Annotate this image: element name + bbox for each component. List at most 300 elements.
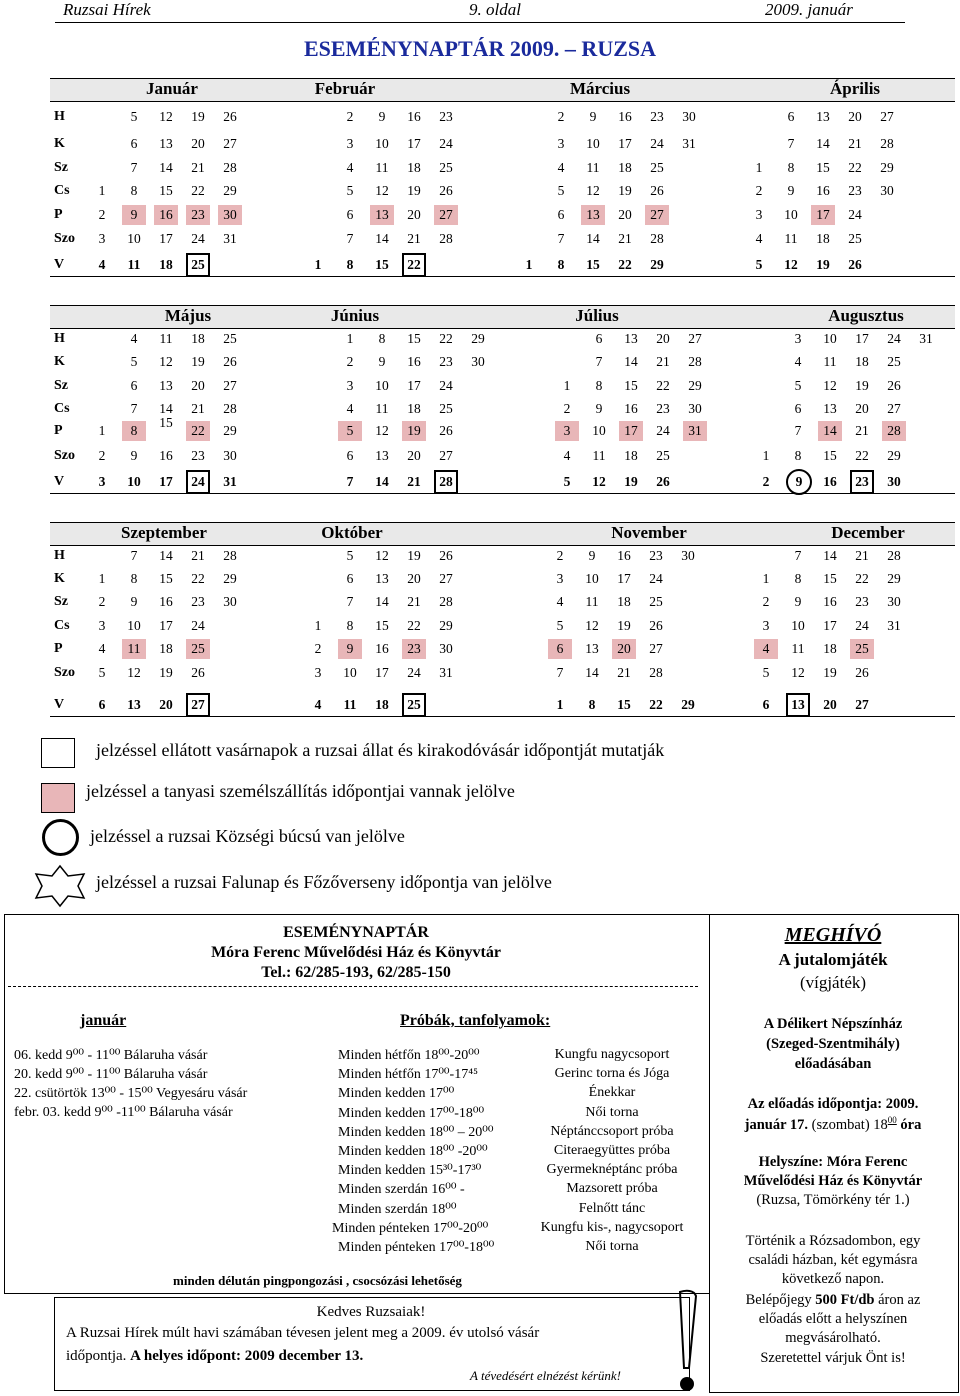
- event-phone: Tel.: 62/285-193, 62/285-150: [261, 964, 451, 981]
- calendar-day: 25: [887, 354, 901, 369]
- calendar-day: 11: [592, 448, 606, 463]
- calendar-day: 10: [586, 136, 600, 151]
- calendar-day: 7: [794, 548, 802, 563]
- calendar-day: 28: [439, 594, 453, 609]
- calendar-day: 30: [887, 474, 901, 489]
- calendar-day: 19: [617, 618, 631, 633]
- calendar-day: 29: [223, 423, 237, 438]
- calendar-day: 31: [683, 421, 707, 441]
- calendar-day: 12: [586, 183, 600, 198]
- calendar-day: 21: [407, 231, 421, 246]
- calendar-day: 4: [98, 257, 106, 272]
- calendar-day: 5: [346, 548, 354, 563]
- calendar-day: 20: [656, 331, 670, 346]
- calendar-day: 6: [130, 136, 138, 151]
- calendar-day: 22: [402, 253, 426, 277]
- calendar-day: 9: [338, 639, 362, 659]
- calendar-day: 18: [618, 160, 632, 175]
- calendar-day: 17: [159, 231, 173, 246]
- calendar-day: 24: [439, 378, 453, 393]
- calendar-day: 3: [98, 231, 106, 246]
- calendar-day: 30: [439, 641, 453, 656]
- calendar-day: 16: [159, 594, 173, 609]
- calendar-day: 31: [223, 474, 237, 489]
- weekday-label: Szo: [54, 231, 75, 246]
- calendar-day: 20: [407, 207, 421, 222]
- calendar-day: 19: [402, 421, 426, 441]
- calendar-day: 1: [346, 331, 354, 346]
- weekday-label: Cs: [54, 618, 70, 633]
- calendar-day: 21: [191, 548, 205, 563]
- calendar-day: 1: [98, 571, 106, 586]
- calendar-day: 20: [823, 697, 837, 712]
- weekday-label: Sz: [54, 594, 68, 609]
- month-label: Március: [569, 79, 631, 98]
- calendar-day: 20: [191, 136, 205, 151]
- calendar-day: 22: [618, 257, 632, 272]
- calendar-day: 24: [439, 136, 453, 151]
- calendar-day: 16: [618, 109, 632, 124]
- calendar-day: 24: [191, 618, 205, 633]
- course-time: Minden kedden 15³⁰-17³⁰: [338, 1163, 482, 1179]
- calendar-day: 14: [375, 474, 389, 489]
- calendar-day: 4: [346, 401, 354, 416]
- calendar-day: 27: [688, 331, 702, 346]
- calendar-day: 18: [816, 231, 830, 246]
- calendar-day: 19: [618, 183, 632, 198]
- calendar-day: 16: [823, 474, 837, 489]
- calendar-day: 5: [130, 109, 138, 124]
- calendar-day: 13: [159, 136, 173, 151]
- calendar-day: 7: [557, 231, 565, 246]
- show-date-label: Az előadás időpontja: 2009.: [747, 1096, 919, 1112]
- show-time-minutes: 00: [887, 1115, 897, 1125]
- venue-line1: Helyszíne: Móra Ferenc: [758, 1154, 908, 1170]
- calendar-day: 14: [823, 548, 837, 563]
- calendar-day: 16: [407, 109, 421, 124]
- weekday-label: H: [54, 331, 65, 346]
- calendar-day: 24: [656, 423, 670, 438]
- course-name: Női torna: [585, 1104, 639, 1120]
- show-date-weekday: (szombat) 18: [808, 1116, 888, 1133]
- course-time: Minden szerdán 18⁰⁰: [338, 1201, 457, 1217]
- page-title: ESEMÉNYNAPTÁR 2009. – RUZSA: [303, 36, 657, 61]
- calendar-day: 27: [223, 136, 237, 151]
- calendar-day: 15: [617, 697, 631, 712]
- calendar-day: 16: [816, 183, 830, 198]
- calendar-day: 27: [439, 571, 453, 586]
- course-name: Kungfu nagycsoport: [554, 1047, 670, 1062]
- event-venue: Móra Ferenc Művelődési Ház és Könyvtár: [211, 944, 501, 961]
- notice-greeting: Kedves Ruzsaiak!: [316, 1304, 426, 1320]
- weekday-label: V: [54, 257, 65, 272]
- calendar-day: 6: [557, 207, 565, 222]
- calendar-day: 23: [191, 448, 205, 463]
- calendar-day: 21: [855, 548, 869, 563]
- course-name: Gyermeknéptánc próba: [546, 1162, 678, 1178]
- calendar-day: 25: [649, 594, 663, 609]
- course-name: Felnőtt tánc: [578, 1200, 646, 1216]
- calendar-day: 26: [855, 665, 869, 680]
- calendar-day: 13: [624, 331, 638, 346]
- calendar-day: 7: [130, 401, 138, 416]
- calendar-day: 18: [407, 160, 421, 175]
- calendar-day: 14: [159, 160, 173, 175]
- calendar-day: 10: [791, 618, 805, 633]
- calendar-day: 21: [191, 160, 205, 175]
- calendar-day: 22: [186, 421, 210, 441]
- calendar-day: 27: [649, 641, 663, 656]
- calendar-day: 5: [563, 474, 571, 489]
- calendar-day: 31: [919, 331, 933, 346]
- calendar-day: 5: [794, 378, 802, 393]
- calendar-day: 17: [811, 205, 835, 225]
- ticket-line1: [709, 1292, 957, 1309]
- calendar-day: 28: [650, 231, 664, 246]
- calendar-day: 25: [402, 693, 426, 717]
- course-name: Kungfu kis-, nagycsoport: [540, 1219, 684, 1235]
- calendar-day: 29: [887, 571, 901, 586]
- calendar-day: 8: [130, 571, 138, 586]
- ticket-label: Belépőjegy: [745, 1292, 816, 1308]
- january-event: 06. kedd 9⁰⁰ - 11⁰⁰ Bálaruha vásár: [14, 1048, 208, 1063]
- course-time: Minden kedden 17⁰⁰-18⁰⁰: [338, 1105, 485, 1121]
- weekday-label: H: [54, 109, 65, 124]
- calendar-day: 16: [617, 548, 631, 563]
- calendar-day: 23: [650, 109, 664, 124]
- calendar-day: 14: [818, 421, 842, 441]
- calendar-day: 6: [548, 639, 572, 659]
- calendar-day: 3: [98, 474, 106, 489]
- calendar-day: 6: [98, 697, 106, 712]
- calendar-day: 12: [127, 665, 141, 680]
- calendar-day: 20: [618, 207, 632, 222]
- calendar-day: 24: [650, 136, 664, 151]
- calendar-day: 4: [794, 354, 802, 369]
- calendar-day: 14: [375, 594, 389, 609]
- calendar-day: 5: [556, 618, 564, 633]
- calendar-day: 24: [407, 665, 421, 680]
- calendar-day: 15: [823, 448, 837, 463]
- month-label: Június: [330, 306, 380, 325]
- notice-line2-text: időpontja.: [66, 1348, 131, 1364]
- course-time: Minden hétfőn 18⁰⁰-20⁰⁰: [338, 1048, 480, 1063]
- calendar-day: 10: [585, 571, 599, 586]
- calendar-day: 3: [794, 331, 802, 346]
- calendar-day: 9: [787, 183, 795, 198]
- calendar-day: 5: [755, 257, 763, 272]
- calendar-day: 23: [186, 205, 210, 225]
- calendar-day: 10: [127, 474, 141, 489]
- weekday-label: Szo: [54, 448, 75, 463]
- calendar-day: 26: [223, 354, 237, 369]
- calendar-day: 25: [850, 639, 874, 659]
- calendar-day: 11: [784, 231, 798, 246]
- january-event: 20. kedd 9⁰⁰ - 11⁰⁰ Bálaruha vásár: [14, 1067, 208, 1082]
- calendar-day: 12: [592, 474, 606, 489]
- calendar-day: 27: [186, 693, 210, 717]
- calendar-day: 19: [624, 474, 638, 489]
- calendar-day: 4: [556, 594, 564, 609]
- calendar-day: 13: [581, 205, 605, 225]
- calendar-day: 15: [816, 160, 830, 175]
- calendar-day: 9: [378, 109, 386, 124]
- calendar-day: 12: [784, 257, 798, 272]
- calendar-day: 1: [98, 423, 106, 438]
- calendar-day: 2: [98, 448, 106, 463]
- january-heading: január: [80, 1012, 127, 1029]
- calendar-day: 22: [439, 331, 453, 346]
- calendar-day: 2: [346, 109, 354, 124]
- calendar-day: 24: [186, 470, 210, 494]
- calendar-day: 18: [159, 257, 173, 272]
- calendar-day: 7: [346, 594, 354, 609]
- calendar-day: 2: [755, 183, 763, 198]
- calendar-day: 12: [585, 618, 599, 633]
- calendar-day: 20: [159, 697, 173, 712]
- course-name: Mazsorett próba: [566, 1181, 658, 1197]
- calendar-day: 21: [407, 594, 421, 609]
- weekday-label: Szo: [54, 665, 75, 680]
- calendar-day: 15: [159, 183, 173, 198]
- course-time: Minden pénteken 17⁰⁰-18⁰⁰: [338, 1240, 495, 1255]
- calendar-day: 14: [816, 136, 830, 151]
- weekday-label: K: [54, 571, 65, 586]
- ticket-line2: előadás előtt a helyszínen: [758, 1311, 908, 1327]
- calendar-day: 8: [787, 160, 795, 175]
- calendar-day: 19: [159, 665, 173, 680]
- calendar-day: 28: [223, 401, 237, 416]
- calendar-day: 11: [375, 401, 389, 416]
- calendar-day: 9: [130, 594, 138, 609]
- calendar-day: 27: [223, 378, 237, 393]
- presented-by: előadásában: [794, 1056, 872, 1072]
- calendar-day: 15: [407, 331, 421, 346]
- calendar-day: 8: [557, 257, 565, 272]
- course-time: Minden kedden 18⁰⁰ -20⁰⁰: [338, 1144, 488, 1159]
- calendar-day: 3: [346, 378, 354, 393]
- calendar-day: 28: [688, 354, 702, 369]
- course-name: Citeraegyüttes próba: [553, 1143, 671, 1158]
- calendar-day: 13: [375, 571, 389, 586]
- calendar-day: 19: [407, 548, 421, 563]
- course-time: Minden szerdán 16⁰⁰ -: [338, 1182, 465, 1198]
- calendar-day: 30: [880, 183, 894, 198]
- calendar-day: 31: [682, 136, 696, 151]
- calendar-day: 20: [407, 571, 421, 586]
- calendar-day: 3: [762, 618, 770, 633]
- calendar-day: 17: [855, 331, 869, 346]
- weekday-label: P: [54, 207, 63, 222]
- calendar-day: 29: [887, 448, 901, 463]
- calendar-day: 6: [762, 697, 770, 712]
- publication-name: Ruzsai Hírek: [63, 0, 151, 19]
- calendar-day: 17: [407, 136, 421, 151]
- calendar-day: 1: [762, 448, 770, 463]
- calendar-day: 18: [617, 594, 631, 609]
- weekday-label: Cs: [54, 183, 70, 198]
- calendar-day: 25: [650, 160, 664, 175]
- calendar-day: 29: [223, 571, 237, 586]
- calendar-day: 24: [191, 231, 205, 246]
- calendar-day: 22: [649, 697, 663, 712]
- weekday-label: Sz: [54, 378, 68, 393]
- calendar-day: 4: [557, 160, 565, 175]
- calendar-day: 11: [791, 641, 805, 656]
- calendar-day: 26: [191, 665, 205, 680]
- calendar-day: 11: [586, 160, 600, 175]
- show-date: [709, 1115, 957, 1134]
- venue-line2: Művelődési Ház és Könyvtár: [743, 1173, 923, 1189]
- calendar-day: 15: [624, 378, 638, 393]
- calendar-day: 29: [439, 618, 453, 633]
- calendar-day: 18: [855, 354, 869, 369]
- calendar-day: 18: [823, 641, 837, 656]
- calendar-day: 17: [618, 136, 632, 151]
- calendar-day: 14: [586, 231, 600, 246]
- invitation-title: MEGHÍVÓ: [784, 924, 882, 946]
- divider: [8, 986, 698, 987]
- calendar-day: 2: [98, 594, 106, 609]
- exclamation-icon: [672, 1288, 702, 1396]
- calendar-day: 19: [823, 665, 837, 680]
- month-label: Május: [164, 306, 212, 325]
- calendar-day: 6: [346, 571, 354, 586]
- issue-date: 2009. január: [765, 0, 853, 19]
- calendar-day: 17: [617, 571, 631, 586]
- calendar-day: 28: [887, 548, 901, 563]
- calendar-day: 8: [794, 571, 802, 586]
- calendar-day: 15: [159, 571, 173, 586]
- legend-text-vasar: jelzéssel ellátott vasárnapok a ruzsai állat és kirakodóvásár időpontját mutatják: [96, 740, 665, 760]
- calendar-day: 1: [563, 378, 571, 393]
- calendar-day: 16: [154, 205, 178, 225]
- calendar-day: 8: [588, 697, 596, 712]
- calendar-day: 27: [645, 205, 669, 225]
- calendar-day: 6: [794, 401, 802, 416]
- calendar-day: 18: [191, 331, 205, 346]
- calendar-day: 10: [127, 618, 141, 633]
- calendar-day: 5: [346, 183, 354, 198]
- calendar-day: 21: [618, 231, 632, 246]
- calendar-day: 7: [130, 548, 138, 563]
- course-time: Minden hétfőn 17⁰⁰-17⁴⁵: [338, 1067, 478, 1083]
- calendar-day: 19: [816, 257, 830, 272]
- calendar-day: 23: [848, 183, 862, 198]
- calendar-day: 13: [159, 378, 173, 393]
- calendar-day: 4: [314, 697, 322, 712]
- calendar-day: 12: [159, 354, 173, 369]
- calendar-day: 15: [375, 618, 389, 633]
- calendar-day: 31: [439, 665, 453, 680]
- calendar-day: 2: [557, 109, 565, 124]
- calendar-day: 19: [407, 183, 421, 198]
- calendar-day: 7: [556, 665, 564, 680]
- calendar-day: 18: [407, 401, 421, 416]
- weekday-label: V: [54, 697, 65, 712]
- legend-circle-icon: [42, 819, 79, 856]
- calendar-day: 15: [375, 257, 389, 272]
- course-name: Énekkar: [588, 1085, 636, 1101]
- ticket-suffix: áron az: [874, 1292, 921, 1308]
- weekday-label: P: [54, 423, 63, 438]
- calendar-day: 11: [343, 697, 357, 712]
- calendar-day: 17: [619, 421, 643, 441]
- calendar-day: 28: [223, 160, 237, 175]
- notice-line: A Ruzsai Hírek múlt havi számában tévesen jelent meg a 2009. év utolsó vásár: [66, 1325, 540, 1341]
- calendar-day: 12: [791, 665, 805, 680]
- calendar-day: 9: [130, 448, 138, 463]
- notice-apology: A tévedésért elnézést kérünk!: [470, 1368, 621, 1383]
- weekday-label: H: [54, 548, 65, 563]
- story-line1: Történik a Rózsadombon, egy: [745, 1233, 921, 1249]
- calendar-day: 25: [439, 401, 453, 416]
- theatre-location: (Szeged-Szentmihály): [766, 1036, 900, 1052]
- calendar-day: 8: [378, 331, 386, 346]
- calendar-day: 30: [218, 205, 242, 225]
- calendar-day: 10: [375, 136, 389, 151]
- calendar-day: 8: [595, 378, 603, 393]
- calendar-day: 13: [585, 641, 599, 656]
- pingpong-note: minden délután pingpongozási , csocsózási lehetőség: [173, 1273, 462, 1288]
- course-name: Női torna: [585, 1239, 639, 1254]
- weekday-label: V: [54, 474, 65, 489]
- course-time: Minden pénteken 17⁰⁰-20⁰⁰: [332, 1220, 489, 1236]
- calendar-day: 22: [407, 618, 421, 633]
- calendar-day: 10: [127, 231, 141, 246]
- calendar-day: 29: [681, 697, 695, 712]
- calendar-day: 7: [130, 160, 138, 175]
- calendar-day: 7: [794, 423, 802, 438]
- calendar-day: 14: [375, 231, 389, 246]
- calendar-day: 24: [887, 331, 901, 346]
- calendar-day: 12: [823, 378, 837, 393]
- month-label: Január: [146, 79, 198, 98]
- calendar-day: 26: [649, 618, 663, 633]
- calendar-day: 2: [98, 207, 106, 222]
- venue-address: (Ruzsa, Tömörkény tér 1.): [756, 1192, 910, 1208]
- calendar-day: 17: [159, 618, 173, 633]
- month-label: Július: [575, 306, 619, 325]
- calendar-day: 16: [375, 641, 389, 656]
- calendar-day: 18: [624, 448, 638, 463]
- calendar-day: 27: [855, 697, 869, 712]
- calendar-day: 22: [848, 160, 862, 175]
- play-genre: (vígjáték): [799, 973, 867, 992]
- calendar-day: 26: [887, 378, 901, 393]
- calendar-day: 31: [223, 231, 237, 246]
- calendar-day: 9: [122, 205, 146, 225]
- calendar-day: 27: [887, 401, 901, 416]
- calendar-day: 11: [159, 331, 173, 346]
- calendar-day: 13: [816, 109, 830, 124]
- calendar-day: 26: [439, 423, 453, 438]
- calendar-day: 26: [439, 183, 453, 198]
- calendar-day: 6: [346, 207, 354, 222]
- calendar-day: 26: [848, 257, 862, 272]
- calendar-day: 4: [754, 639, 778, 659]
- calendar-day: 9: [588, 548, 596, 563]
- calendar-day: 17: [823, 618, 837, 633]
- course-name: Gerinc torna és Jóga: [554, 1066, 670, 1082]
- calendar-day: 22: [855, 571, 869, 586]
- calendar-day: 2: [563, 401, 571, 416]
- calendar-day: 25: [186, 253, 210, 277]
- calendar-day: 12: [375, 423, 389, 438]
- calendar-day: 30: [223, 448, 237, 463]
- calendar-day: 29: [880, 160, 894, 175]
- calendar-day: 20: [407, 448, 421, 463]
